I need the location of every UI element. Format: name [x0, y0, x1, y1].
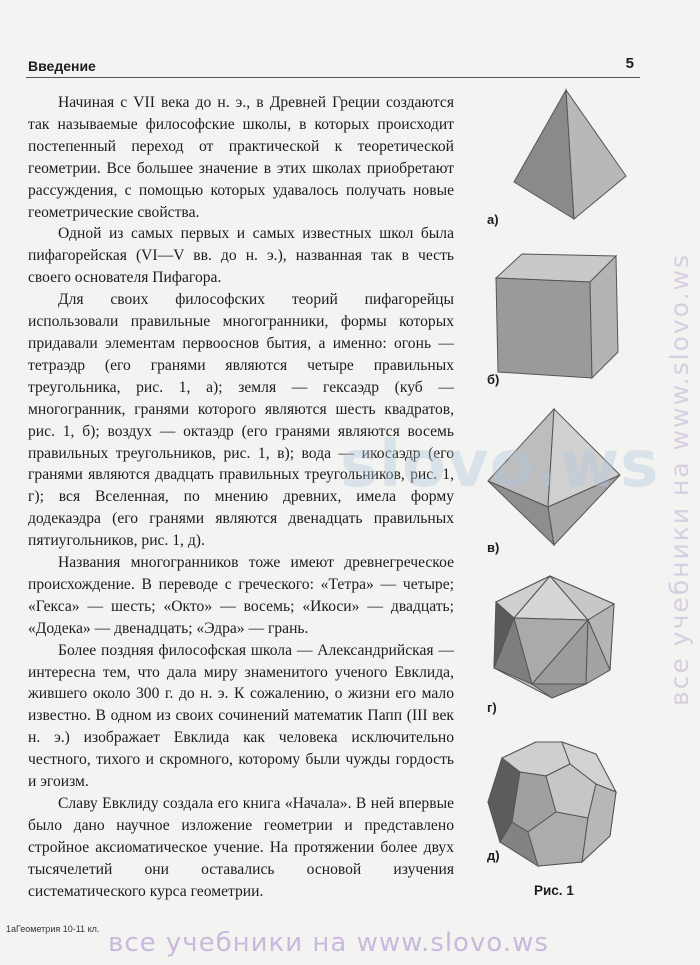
figure-label-v: в) [487, 540, 500, 555]
vertical-watermark: все учебники на www.slovo.ws [665, 253, 694, 707]
cube-figure [492, 250, 622, 382]
paragraph: Названия многогранников тоже имеют древнегреческое происхождение. В переводе с греческого: «Тетра» — четыре; «Гекса» — шесть; «Окто» — восемь; «Икоси» — двадцать; «Додека» — двенадцать; «Эдра» — грань. [28, 554, 454, 637]
paragraph: Для своих философских теорий пифагорейцы использовали правильные многогранники, формы которых придавали элементам первооснов бытия, а именно: огонь — тетраэдр (его гранями являются четыре правильных треугольника, рис. 1, а); земля — гексаэдр (куб — многогранник, гранями которого являются шесть квадратов, рис. 1, б); воздух — октаэдр (его гранями являются восемь правильных треугольников, рис. 1, в); вода — икосаэдр (его гранями являются двадцать правильных треугольников, рис. 1, г); вся Вселенная, по мнению древних, имела форму додекаэдра (его гранями являются двенадцать правильных пятиугольников, рис. 1, д). [28, 291, 454, 550]
figure-caption: Рис. 1 [534, 883, 574, 898]
section-title: Введение [28, 58, 96, 74]
running-header [26, 55, 640, 78]
figure-label-a: а) [487, 212, 499, 227]
dodecahedron-figure [484, 738, 620, 870]
page-number: 5 [625, 55, 634, 72]
figure-label-g: г) [487, 700, 497, 715]
icosahedron-figure [492, 572, 620, 702]
paragraph: Более поздняя философская школа — Александрийская — интересна тем, что дала миру знаменитого ученого Евклида, жившего около 300 г. до н. э. К сожалению, о жизни его мало известно. В одном из своих сочинений математик Папп (III век н. э.) изображает Евклида как человека исключительно честного, тихого и скромного, которому были чужды гордость и эгоизм. [28, 641, 454, 791]
tetrahedron-figure [510, 86, 630, 221]
paragraph: Начиная с VII века до н. э., в Древней Греции создаются так называемые философские школы, в которых происходит постепенный переход от практической к теоретической геометрии. Все большее значение в этих школах приобретают рассуждения, с помощью которых удавалось получать новые геометрические свойства. [28, 94, 454, 221]
figure-label-d: д) [487, 848, 500, 863]
footer-book-title: 1аГеометрия 10-11 кл. [6, 924, 100, 934]
figure-label-b: б) [487, 372, 500, 387]
center-watermark: slovo.ws [340, 428, 660, 502]
footer-watermark: все учебники на www.slovo.ws [108, 928, 549, 958]
paragraph: Славу Евклиду создала его книга «Начала». В ней впервые было дано научное изложение геометрии и представлено стройное аксиоматическое учение. На протяжении более двух тысячелетий они оставались основой изучения систематического курса геометрии. [28, 795, 454, 900]
paragraph: Одной из самых первых и самых известных школ была пифагорейская (VI—V вв. до н. э.), названная так в честь своего основателя Пифагора. [28, 225, 454, 287]
